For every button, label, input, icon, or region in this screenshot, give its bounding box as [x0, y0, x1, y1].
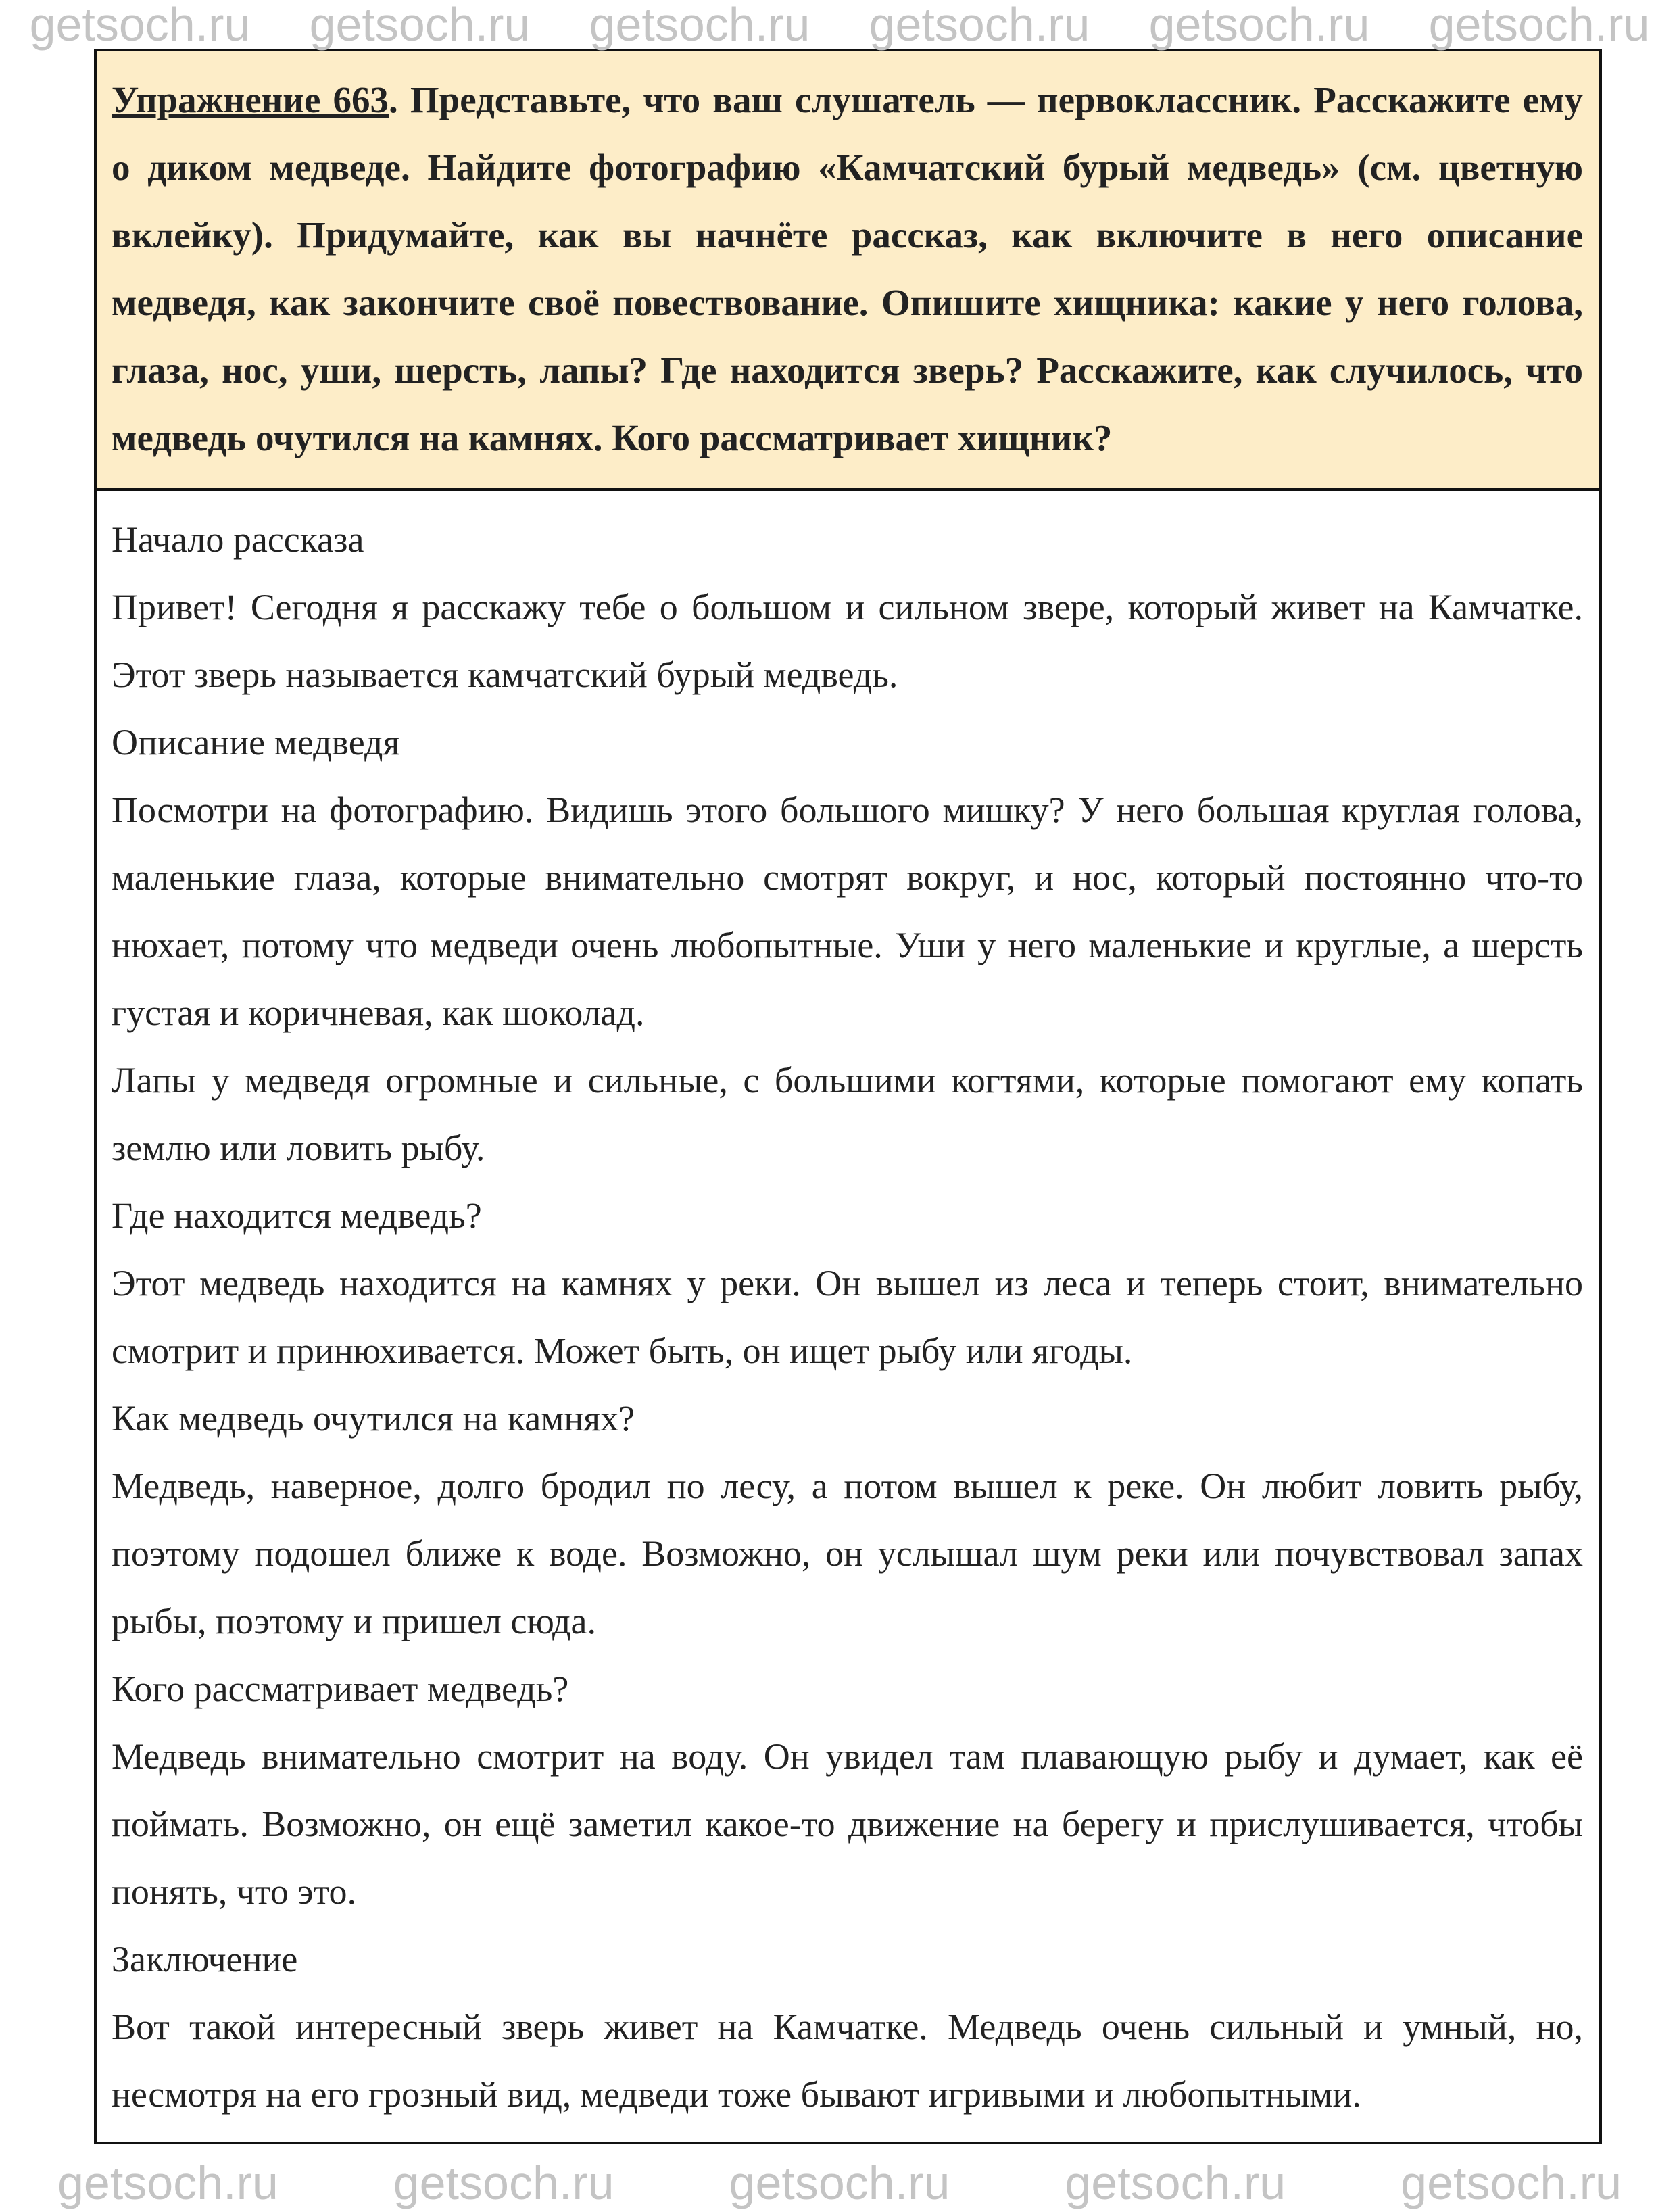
heading-start: Начало рассказа: [112, 519, 364, 560]
answer-block: [97, 491, 1599, 2142]
task-body: . Представьте, что ваш слушатель — первоклассник. Расскажите ему о диком медведе. Найдите фотографию «Камчатский бурый медведь» (см. цветную вклейку). Придумайте, как вы начнёте рассказ, как включите в него описание медведя, как закончите своё повествование. Опишите хищника: какие у него голова, глаза, нос, уши, шерсть, лапы? Где находится зверь? Расскажите, как случилось, что медведь очутился на камнях. Кого рассматривает хищник?: [112, 79, 1584, 458]
heading-how: Как медведь очутился на камнях?: [112, 1398, 635, 1439]
heading-location: Где находится медведь?: [112, 1195, 482, 1236]
paragraph: Медведь внимательно смотрит на воду. Он увидел там плавающую рыбу и думает, как её поймать. Возможно, он ещё заметил какое-то движение на берегу и прислушивается, чтобы понять, что это.: [112, 1736, 1583, 1912]
task-text: [112, 66, 1583, 472]
exercise-box: [94, 49, 1602, 2144]
paragraph: Медведь, наверное, долго бродил по лесу, а потом вышел к реке. Он любит ловить рыбу, поэтому подошел ближе к воде. Возможно, он услышал шум реки или почувствовал запах рыбы, поэтому и пришел сюда.: [112, 1466, 1583, 1641]
watermark: getsoch.ru: [729, 2157, 950, 2209]
watermark: getsoch.ru: [869, 0, 1090, 51]
watermark: getsoch.ru: [393, 2157, 614, 2209]
watermark: getsoch.ru: [29, 0, 251, 51]
paragraph: Этот медведь находится на камнях у реки. Он вышел из леса и теперь стоит, внимательно смотрит и принюхивается. Может быть, он ищет рыбу или ягоды.: [112, 1263, 1583, 1371]
watermark: getsoch.ru: [589, 0, 810, 51]
watermark: getsoch.ru: [309, 0, 531, 51]
heading-whom: Кого рассматривает медведь?: [112, 1668, 569, 1709]
task-block: [97, 51, 1599, 491]
paragraph: Посмотри на фотографию. Видишь этого большого мишку? У него большая круглая голова, маленькие глаза, которые внимательно смотрят вокруг, и нос, который постоянно что-то нюхает, потому что медведи очень любопытные. Уши у него маленькие и круглые, а шерсть густая и коричневая, как шоколад.: [112, 790, 1583, 1033]
paragraph: Лапы у медведя огромные и сильные, с большими когтями, которые помогают ему копать землю или ловить рыбу.: [112, 1060, 1583, 1168]
heading-conclusion: Заключение: [112, 1939, 298, 1979]
watermark: getsoch.ru: [1401, 2157, 1622, 2209]
heading-description: Описание медведя: [112, 722, 400, 763]
paragraph: Вот такой интересный зверь живет на Камчатке. Медведь очень сильный и умный, но, несмотря на его грозный вид, медведи тоже бывают игривыми и любопытными.: [112, 2006, 1583, 2115]
watermark: getsoch.ru: [1148, 0, 1370, 51]
watermark: getsoch.ru: [1428, 0, 1650, 51]
watermark-row-bottom: [0, 2154, 1679, 2212]
watermark: getsoch.ru: [1065, 2157, 1286, 2209]
exercise-label: Упражнение 663: [112, 79, 389, 120]
watermark: getsoch.ru: [57, 2157, 278, 2209]
watermark-row-top: [0, 0, 1679, 49]
paragraph: Привет! Сегодня я расскажу тебе о большом и сильном звере, который живет на Камчатке. Этот зверь называется камчатский бурый медведь.: [112, 587, 1583, 695]
